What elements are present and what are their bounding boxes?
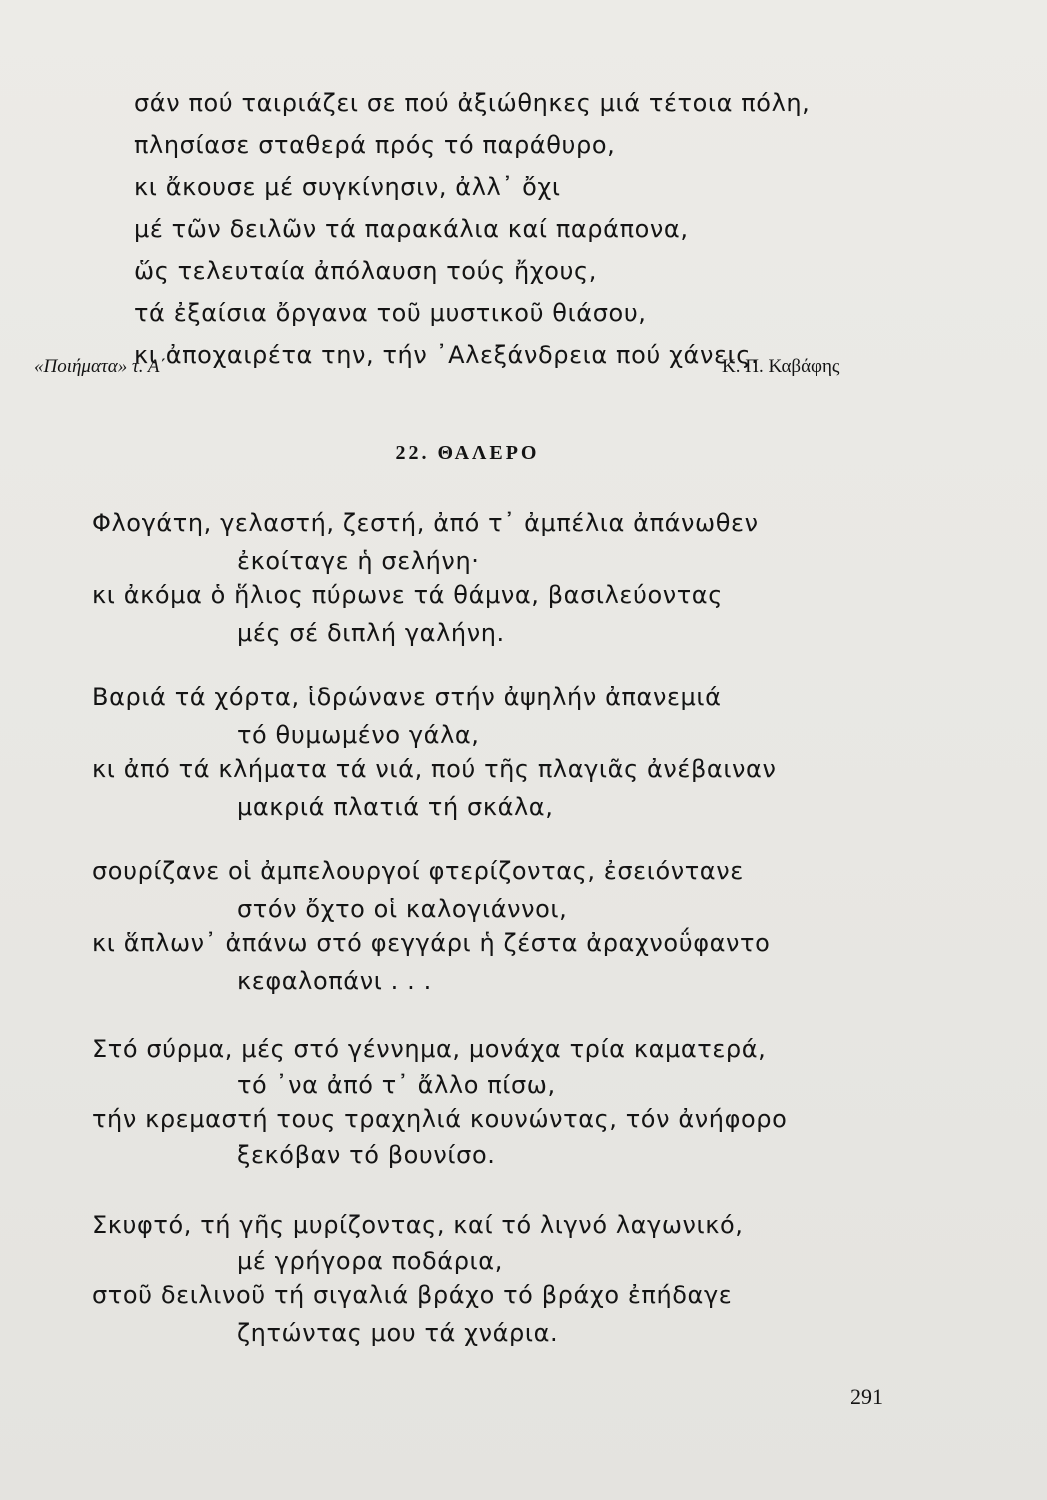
- poem-line: ζητώντας μου τά χνάρια.: [237, 1319, 559, 1347]
- page-number: 291: [850, 1384, 883, 1409]
- poem-line: τό θυμωμένο γάλα,: [237, 721, 480, 749]
- poem-line: κι ἀκόμα ὁ ἥλιος πύρωνε τά θάμνα, βασιλεύοντας: [92, 581, 723, 609]
- top-poem-line: τά ἐξαίσια ὄργανα τοῦ μυστικοῦ θιάσου,: [134, 299, 647, 327]
- poem-line: τό ᾿να ἀπό τ᾿ ἄλλο πίσω,: [237, 1071, 556, 1099]
- poem-line: Φλογάτη, γελαστή, ζεστή, ἀπό τ᾿ ἀμπέλια ἀπάνωθεν: [92, 509, 759, 537]
- poem-line: κεφαλοπάνι . . .: [237, 967, 432, 995]
- section-title: 22. ΘΑΛΕΡΟ: [395, 442, 540, 464]
- poem-line: ἐκοίταγε ἡ σελήνη·: [237, 547, 480, 575]
- poem-line: στοῦ δειλινοῦ τή σιγαλιά βράχο τό βράχο ἐπήδαγε: [92, 1281, 733, 1309]
- poem-source: «Ποιήματα» τ. Α΄: [34, 356, 166, 377]
- top-poem-line: πλησίασε σταθερά πρός τό παράθυρο,: [134, 131, 616, 159]
- top-poem-line: σάν πού ταιριάζει σε πού ἀξιώθηκες μιά τέτοια πόλη,: [134, 89, 811, 117]
- poem-line: Σκυφτό, τή γῆς μυρίζοντας, καί τό λιγνό λαγωνικό,: [92, 1211, 744, 1239]
- poem-line: μές σέ διπλή γαλήνη.: [237, 619, 505, 647]
- poem-line: Στό σύρμα, μές στό γέννημα, μονάχα τρία καματερά,: [92, 1035, 767, 1063]
- poem-line: ξεκόβαν τό βουνίσο.: [237, 1141, 496, 1169]
- top-poem-line: ὥς τελευταία ἀπόλαυση τούς ἤχους,: [134, 257, 597, 285]
- poem-line: κι ἀπό τά κλήματα τά νιά, πού τῆς πλαγιᾶς ἀνέβαιναν: [92, 755, 777, 783]
- poem-line: σουρίζανε οἱ ἀμπελουργοί φτερίζοντας, ἐσειόντανε: [92, 857, 744, 885]
- top-poem-line: μέ τῶν δειλῶν τά παρακάλια καί παράπονα,: [134, 215, 689, 243]
- poem-line: Βαριά τά χόρτα, ἱδρώνανε στήν ἀψηλήν ἀπανεμιά: [92, 683, 722, 711]
- poem-line: τήν κρεμαστή τους τραχηλιά κουνώντας, τόν ἀνήφορο: [92, 1105, 788, 1133]
- poem-line: μακριά πλατιά τή σκάλα,: [237, 793, 554, 821]
- top-poem-line: κι ἄκουσε μέ συγκίνησιν, ἀλλ᾿ ὄχι: [134, 173, 561, 201]
- poem-line: μέ γρήγορα ποδάρια,: [237, 1247, 503, 1275]
- poem-author: Κ. Π. Καβάφης: [722, 356, 840, 377]
- poem-line: στόν ὄχτο οἱ καλογιάννοι,: [237, 895, 568, 923]
- top-poem-line: κι ἀποχαιρέτα την, τήν ᾿Αλεξάνδρεια πού χάνεις.: [134, 341, 760, 369]
- poem-line: κι ἅπλων᾿ ἀπάνω στό φεγγάρι ἡ ζέστα ἀραχνοΰφαντο: [92, 929, 771, 957]
